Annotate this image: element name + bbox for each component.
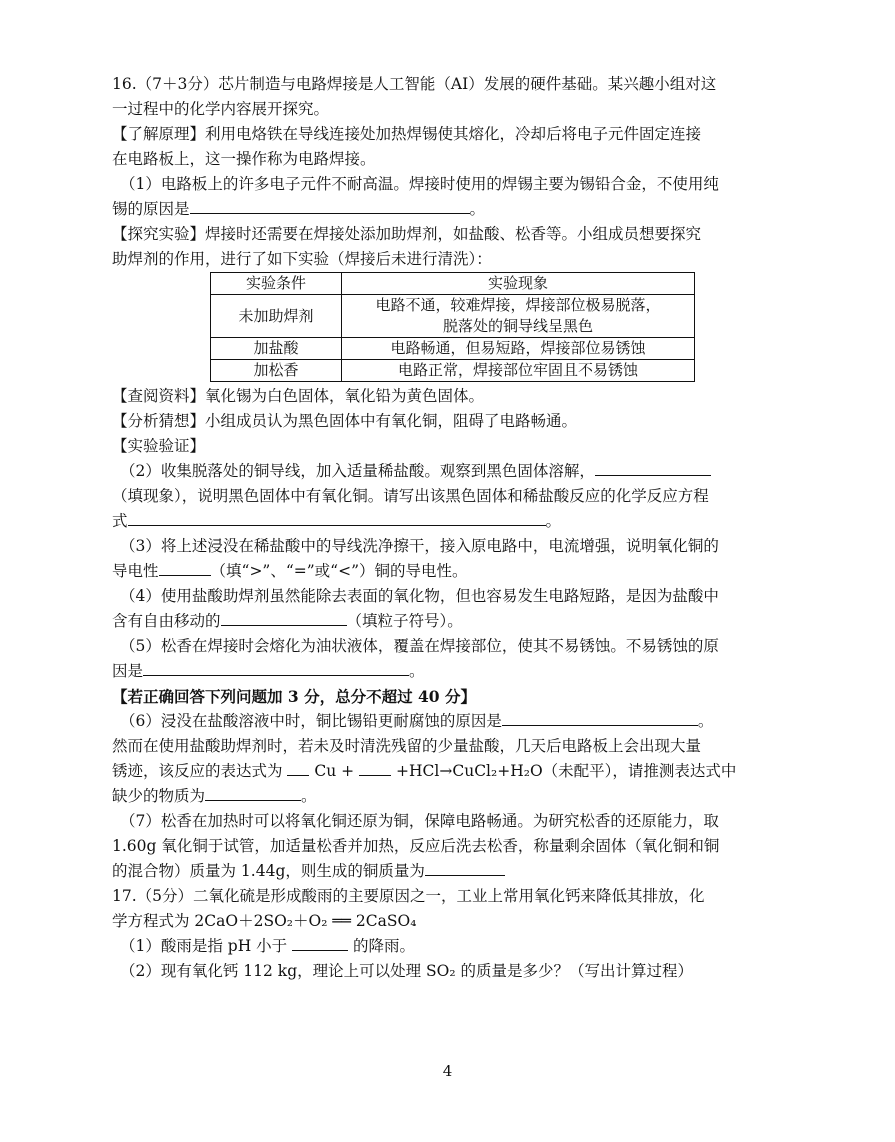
explore-paragraph: 【探究实验】焊接时还需要在焊接处添加助焊剂，如盐酸、松香等。小组成员想要探究 <box>112 225 702 243</box>
q17-line1: 17.（5分）二氧化硫是形成酸雨的主要原因之一，工业上常用氧化钙来降低其排放，化 <box>112 887 705 905</box>
q17-line2: 学方程式为 2CaO＋2SO₂＋O₂ ══ 2CaSO₄ <box>112 912 417 930</box>
page-number: 4 <box>442 1062 453 1080</box>
table-cell-condition: 未加助焊剂 <box>211 295 342 338</box>
q16-part7-line3: 的混合物）质量为 1.44g，则生成的铜质量为 <box>112 859 812 884</box>
table-row <box>211 360 695 382</box>
bonus-heading: 【若正确回答下列问题加 3 分，总分不超过 40 分】 <box>112 687 476 706</box>
q16-intro-line2: 一过程中的化学内容展开探究。 <box>112 100 330 118</box>
q16-part1-line2: 锡的原因是 。 <box>112 197 812 222</box>
q16-part6-line2: 然而在使用盐酸助焊剂时，若未及时清洗残留的少量盐酸，几天后电路板上会出现大量 <box>112 737 702 755</box>
table-header-observation: 实验现象 <box>342 273 695 295</box>
table-row <box>211 338 695 360</box>
answer-blank-11[interactable] <box>425 859 505 876</box>
q16-part2-line3: 式 。 <box>112 509 812 534</box>
answer-blank-10[interactable] <box>205 784 301 801</box>
q17-part2: （2）现有氧化钙 112 kg，理论上可以处理 SO₂ 的质量是多少？（写出计算过程） <box>120 962 694 980</box>
reference-paragraph: 【查阅资料】氧化锡为白色固体，氧化铅为黄色固体。 <box>112 387 485 405</box>
experiment-table <box>210 272 695 382</box>
q16-part3-line2: 导电性 （填“>”、“=”或“<”）铜的导电性。 <box>112 559 812 584</box>
answer-blank-7[interactable] <box>502 709 698 726</box>
table-cell-condition: 加盐酸 <box>211 338 342 360</box>
principle-text: 利用电烙铁在导线连接处加热焊锡使其熔化，冷却后将电子元件固定连接 <box>205 125 702 143</box>
table-cell-condition: 加松香 <box>211 360 342 382</box>
hypothesis-paragraph: 【分析猜想】小组成员认为黑色固体中有氧化铜，阻碍了电路畅通。 <box>112 412 578 430</box>
table-cell-observation: 电路正常，焊接部位牢固且不易锈蚀 <box>342 360 695 382</box>
principle-paragraph <box>112 122 812 147</box>
table-header-condition: 实验条件 <box>211 273 342 295</box>
answer-blank-2[interactable] <box>595 459 711 476</box>
page-content <box>112 72 812 984</box>
explore-line2: 助焊剂的作用，进行了如下实验（焊接后未进行清洗）： <box>112 250 492 268</box>
answer-blank-5[interactable] <box>221 609 347 626</box>
principle-line2: 在电路板上，这一操作称为电路焊接。 <box>112 150 376 168</box>
table-cell-observation: 电路畅通，但易短路，焊接部位易锈蚀 <box>342 338 695 360</box>
answer-blank-1[interactable] <box>190 197 470 214</box>
table-header-row <box>211 273 695 295</box>
q17-part1: （1）酸雨是指 pH 小于 的降雨。 <box>112 934 812 959</box>
q16-part4-line1: （4）使用盐酸助焊剂虽然能除去表面的氧化物，但也容易发生电路短路，是因为盐酸中 <box>120 587 719 605</box>
q16-part6-line1: （6）浸没在盐酸溶液中时，铜比锡铅更耐腐蚀的原因是 。 <box>112 709 812 734</box>
answer-blank-8[interactable] <box>287 759 309 776</box>
q16-part3-line1: （3）将上述浸没在稀盐酸中的导线洗净擦干，接入原电路中，电流增强，说明氧化铜的 <box>120 537 719 555</box>
answer-blank-3[interactable] <box>128 509 546 526</box>
q16-part5-line1: （5）松香在焊接时会熔化为油状液体，覆盖在焊接部位，使其不易锈蚀。不易锈蚀的原 <box>120 637 719 655</box>
reference-heading: 【查阅资料】 <box>112 387 206 405</box>
principle-heading: 【了解原理】 <box>112 125 206 143</box>
table-row <box>211 295 695 338</box>
answer-blank-4[interactable] <box>159 559 211 576</box>
answer-blank-12[interactable] <box>292 934 348 951</box>
q16-intro-line1: 16.（7＋3分）芯片制造与电路焊接是人工智能（AI）发展的硬件基础。某兴趣小组对这 <box>112 75 717 93</box>
q16-part1-line1: （1）电路板上的许多电子元件不耐高温。焊接时使用的焊锡主要为锡铅合金，不使用纯 <box>120 175 719 193</box>
q16-part5-line2: 因是 。 <box>112 659 812 684</box>
q16-part6-line4: 缺少的物质为 。 <box>112 784 812 809</box>
answer-blank-9[interactable] <box>359 759 391 776</box>
q16-part2-line2: （填现象），说明黑色固体中有氧化铜。请写出该黑色固体和稀盐酸反应的化学反应方程 <box>112 487 709 505</box>
q16-part7-line1: （7）松香在加热时可以将氧化铜还原为铜，保障电路畅通。为研究松香的还原能力，取 <box>120 812 719 830</box>
q16-part6-line3: 锈迹，该反应的表达式为 Cu + +HCl→CuCl₂+H₂O（未配平），请推测表达式中 <box>112 759 812 784</box>
q16-part2-line1: （2）收集脱落处的铜导线，加入适量稀盐酸。观察到黑色固体溶解， <box>112 459 812 484</box>
q16-part4-line2: 含有自由移动的 （填粒子符号）。 <box>112 609 812 634</box>
verification-heading: 【实验验证】 <box>112 437 206 455</box>
answer-blank-6[interactable] <box>143 659 409 676</box>
table-cell-observation: 电路不通，较难焊接，焊接部位极易脱落， 脱落处的铜导线呈黑色 <box>342 295 695 338</box>
explore-heading: 【探究实验】 <box>112 225 206 243</box>
hypothesis-heading: 【分析猜想】 <box>112 412 206 430</box>
q16-part7-line2: 1.60g 氧化铜于试管，加适量松香并加热，反应后洗去松香，称量剩余固体（氧化铜和铜 <box>112 837 720 855</box>
